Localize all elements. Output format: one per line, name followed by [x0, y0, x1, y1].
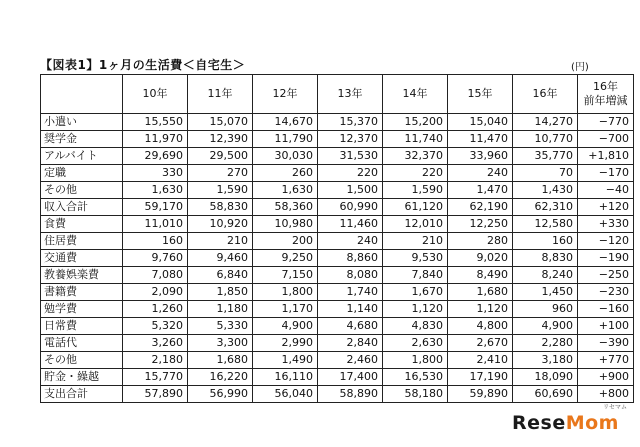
- value-cell: 9,760: [123, 250, 188, 267]
- header-year: 12年: [253, 75, 318, 114]
- value-cell: 57,890: [123, 386, 188, 403]
- row-label: 奨学金: [41, 131, 123, 148]
- value-cell: 2,840: [318, 335, 383, 352]
- row-label: 住居費: [41, 233, 123, 250]
- value-cell: 5,330: [188, 318, 253, 335]
- value-cell: 29,690: [123, 148, 188, 165]
- table-row: [41, 352, 634, 369]
- change-cell: −160: [578, 301, 634, 318]
- value-cell: 2,670: [448, 335, 513, 352]
- table-row: [41, 386, 634, 403]
- value-cell: 11,470: [448, 131, 513, 148]
- change-cell: +120: [578, 199, 634, 216]
- value-cell: 960: [513, 301, 578, 318]
- value-cell: 8,830: [513, 250, 578, 267]
- value-cell: 2,630: [383, 335, 448, 352]
- table-row: [41, 284, 634, 301]
- value-cell: 1,680: [448, 284, 513, 301]
- row-label: その他: [41, 352, 123, 369]
- value-cell: 1,490: [253, 352, 318, 369]
- value-cell: 31,530: [318, 148, 383, 165]
- value-cell: 7,080: [123, 267, 188, 284]
- table-row: [41, 301, 634, 318]
- value-cell: 1,800: [253, 284, 318, 301]
- row-label: 定職: [41, 165, 123, 182]
- value-cell: 1,140: [318, 301, 383, 318]
- value-cell: 1,630: [123, 182, 188, 199]
- change-cell: +800: [578, 386, 634, 403]
- header-blank: [41, 75, 123, 114]
- value-cell: 29,500: [188, 148, 253, 165]
- value-cell: 12,370: [318, 131, 383, 148]
- value-cell: 60,990: [318, 199, 383, 216]
- change-cell: +330: [578, 216, 634, 233]
- value-cell: 6,840: [188, 267, 253, 284]
- value-cell: 60,690: [513, 386, 578, 403]
- value-cell: 10,920: [188, 216, 253, 233]
- value-cell: 12,390: [188, 131, 253, 148]
- value-cell: 70: [513, 165, 578, 182]
- value-cell: 240: [448, 165, 513, 182]
- value-cell: 56,990: [188, 386, 253, 403]
- value-cell: 240: [318, 233, 383, 250]
- value-cell: 11,790: [253, 131, 318, 148]
- value-cell: 1,120: [448, 301, 513, 318]
- change-cell: −170: [578, 165, 634, 182]
- value-cell: 1,260: [123, 301, 188, 318]
- table-row: [41, 199, 634, 216]
- unit-label: (円): [571, 62, 589, 73]
- value-cell: 280: [448, 233, 513, 250]
- value-cell: 58,890: [318, 386, 383, 403]
- table-row: [41, 318, 634, 335]
- row-label: 貯金・繰越: [41, 369, 123, 386]
- value-cell: 4,830: [383, 318, 448, 335]
- change-cell: +770: [578, 352, 634, 369]
- watermark-sub: リセマム: [603, 404, 627, 411]
- value-cell: 14,270: [513, 114, 578, 131]
- value-cell: 1,630: [253, 182, 318, 199]
- value-cell: 4,900: [253, 318, 318, 335]
- value-cell: 16,530: [383, 369, 448, 386]
- row-label: 勉学費: [41, 301, 123, 318]
- table-row: [41, 131, 634, 148]
- header-year: 14年: [383, 75, 448, 114]
- value-cell: 1,470: [448, 182, 513, 199]
- value-cell: 3,300: [188, 335, 253, 352]
- value-cell: 58,360: [253, 199, 318, 216]
- value-cell: 4,680: [318, 318, 383, 335]
- value-cell: 160: [513, 233, 578, 250]
- value-cell: 12,250: [448, 216, 513, 233]
- value-cell: 59,890: [448, 386, 513, 403]
- value-cell: 4,900: [513, 318, 578, 335]
- value-cell: 160: [123, 233, 188, 250]
- table-row: [41, 369, 634, 386]
- value-cell: 15,770: [123, 369, 188, 386]
- value-cell: 58,830: [188, 199, 253, 216]
- value-cell: 7,840: [383, 267, 448, 284]
- logo-part1: Rese: [512, 412, 566, 434]
- value-cell: 59,170: [123, 199, 188, 216]
- value-cell: 8,080: [318, 267, 383, 284]
- value-cell: 8,860: [318, 250, 383, 267]
- value-cell: 220: [383, 165, 448, 182]
- resemom-logo: [512, 412, 619, 434]
- header-year: 10年: [123, 75, 188, 114]
- value-cell: 1,680: [188, 352, 253, 369]
- value-cell: 17,190: [448, 369, 513, 386]
- value-cell: 11,010: [123, 216, 188, 233]
- value-cell: 9,460: [188, 250, 253, 267]
- value-cell: 330: [123, 165, 188, 182]
- value-cell: 30,030: [253, 148, 318, 165]
- value-cell: 10,980: [253, 216, 318, 233]
- change-cell: −250: [578, 267, 634, 284]
- header-change: [578, 75, 634, 114]
- value-cell: 1,590: [188, 182, 253, 199]
- change-cell: −770: [578, 114, 634, 131]
- value-cell: 7,150: [253, 267, 318, 284]
- value-cell: 1,590: [383, 182, 448, 199]
- value-cell: 15,070: [188, 114, 253, 131]
- row-label: 食費: [41, 216, 123, 233]
- value-cell: 61,120: [383, 199, 448, 216]
- header-change-line1: 16年: [593, 80, 618, 93]
- row-label: 交通費: [41, 250, 123, 267]
- change-cell: −230: [578, 284, 634, 301]
- value-cell: 15,040: [448, 114, 513, 131]
- value-cell: 2,280: [513, 335, 578, 352]
- row-label: その他: [41, 182, 123, 199]
- value-cell: 210: [383, 233, 448, 250]
- table-row: [41, 267, 634, 284]
- value-cell: 56,040: [253, 386, 318, 403]
- value-cell: 18,090: [513, 369, 578, 386]
- value-cell: 1,180: [188, 301, 253, 318]
- value-cell: 1,120: [383, 301, 448, 318]
- row-label: 教養娯楽費: [41, 267, 123, 284]
- table-row: [41, 114, 634, 131]
- value-cell: 1,430: [513, 182, 578, 199]
- value-cell: 11,970: [123, 131, 188, 148]
- row-label: 収入合計: [41, 199, 123, 216]
- table-row: [41, 216, 634, 233]
- header-year: 13年: [318, 75, 383, 114]
- value-cell: 2,410: [448, 352, 513, 369]
- table-row: [41, 165, 634, 182]
- value-cell: 10,770: [513, 131, 578, 148]
- value-cell: 260: [253, 165, 318, 182]
- header-change-line2: 前年増減: [583, 94, 628, 107]
- table-row: [41, 182, 634, 199]
- change-cell: −700: [578, 131, 634, 148]
- value-cell: 200: [253, 233, 318, 250]
- value-cell: 1,850: [188, 284, 253, 301]
- value-cell: 35,770: [513, 148, 578, 165]
- value-cell: 12,010: [383, 216, 448, 233]
- value-cell: 1,740: [318, 284, 383, 301]
- value-cell: 17,400: [318, 369, 383, 386]
- value-cell: 15,550: [123, 114, 188, 131]
- value-cell: 2,180: [123, 352, 188, 369]
- value-cell: 5,320: [123, 318, 188, 335]
- value-cell: 8,490: [448, 267, 513, 284]
- table-title: 【図表1】1ヶ月の生活費＜自宅生＞: [40, 58, 246, 72]
- value-cell: 1,800: [383, 352, 448, 369]
- table-row: [41, 148, 634, 165]
- change-cell: +900: [578, 369, 634, 386]
- change-cell: −120: [578, 233, 634, 250]
- value-cell: 9,250: [253, 250, 318, 267]
- value-cell: 210: [188, 233, 253, 250]
- value-cell: 3,260: [123, 335, 188, 352]
- value-cell: 58,180: [383, 386, 448, 403]
- value-cell: 62,310: [513, 199, 578, 216]
- table-row: [41, 233, 634, 250]
- value-cell: 32,370: [383, 148, 448, 165]
- table-row: [41, 335, 634, 352]
- value-cell: 1,170: [253, 301, 318, 318]
- change-cell: +1,810: [578, 148, 634, 165]
- value-cell: 2,460: [318, 352, 383, 369]
- value-cell: 1,500: [318, 182, 383, 199]
- value-cell: 16,110: [253, 369, 318, 386]
- row-label: 日常費: [41, 318, 123, 335]
- value-cell: 1,670: [383, 284, 448, 301]
- value-cell: 15,370: [318, 114, 383, 131]
- value-cell: 2,990: [253, 335, 318, 352]
- value-cell: 4,800: [448, 318, 513, 335]
- value-cell: 12,580: [513, 216, 578, 233]
- row-label: 小遣い: [41, 114, 123, 131]
- value-cell: 62,190: [448, 199, 513, 216]
- value-cell: 270: [188, 165, 253, 182]
- value-cell: 14,670: [253, 114, 318, 131]
- header-year: 15年: [448, 75, 513, 114]
- value-cell: 9,530: [383, 250, 448, 267]
- header-year: 11年: [188, 75, 253, 114]
- header-row: [41, 75, 634, 114]
- table-row: [41, 250, 634, 267]
- value-cell: 16,220: [188, 369, 253, 386]
- value-cell: 15,200: [383, 114, 448, 131]
- value-cell: 9,020: [448, 250, 513, 267]
- value-cell: 33,960: [448, 148, 513, 165]
- change-cell: +100: [578, 318, 634, 335]
- header-year: 16年: [513, 75, 578, 114]
- value-cell: 11,460: [318, 216, 383, 233]
- value-cell: 11,740: [383, 131, 448, 148]
- value-cell: 220: [318, 165, 383, 182]
- living-expenses-table: [40, 74, 634, 403]
- value-cell: 1,450: [513, 284, 578, 301]
- row-label: 電話代: [41, 335, 123, 352]
- row-label: アルバイト: [41, 148, 123, 165]
- row-label: 支出合計: [41, 386, 123, 403]
- value-cell: 3,180: [513, 352, 578, 369]
- logo-part2: Mom: [565, 412, 619, 434]
- change-cell: −390: [578, 335, 634, 352]
- row-label: 書籍費: [41, 284, 123, 301]
- change-cell: −40: [578, 182, 634, 199]
- value-cell: 2,090: [123, 284, 188, 301]
- change-cell: −190: [578, 250, 634, 267]
- value-cell: 8,240: [513, 267, 578, 284]
